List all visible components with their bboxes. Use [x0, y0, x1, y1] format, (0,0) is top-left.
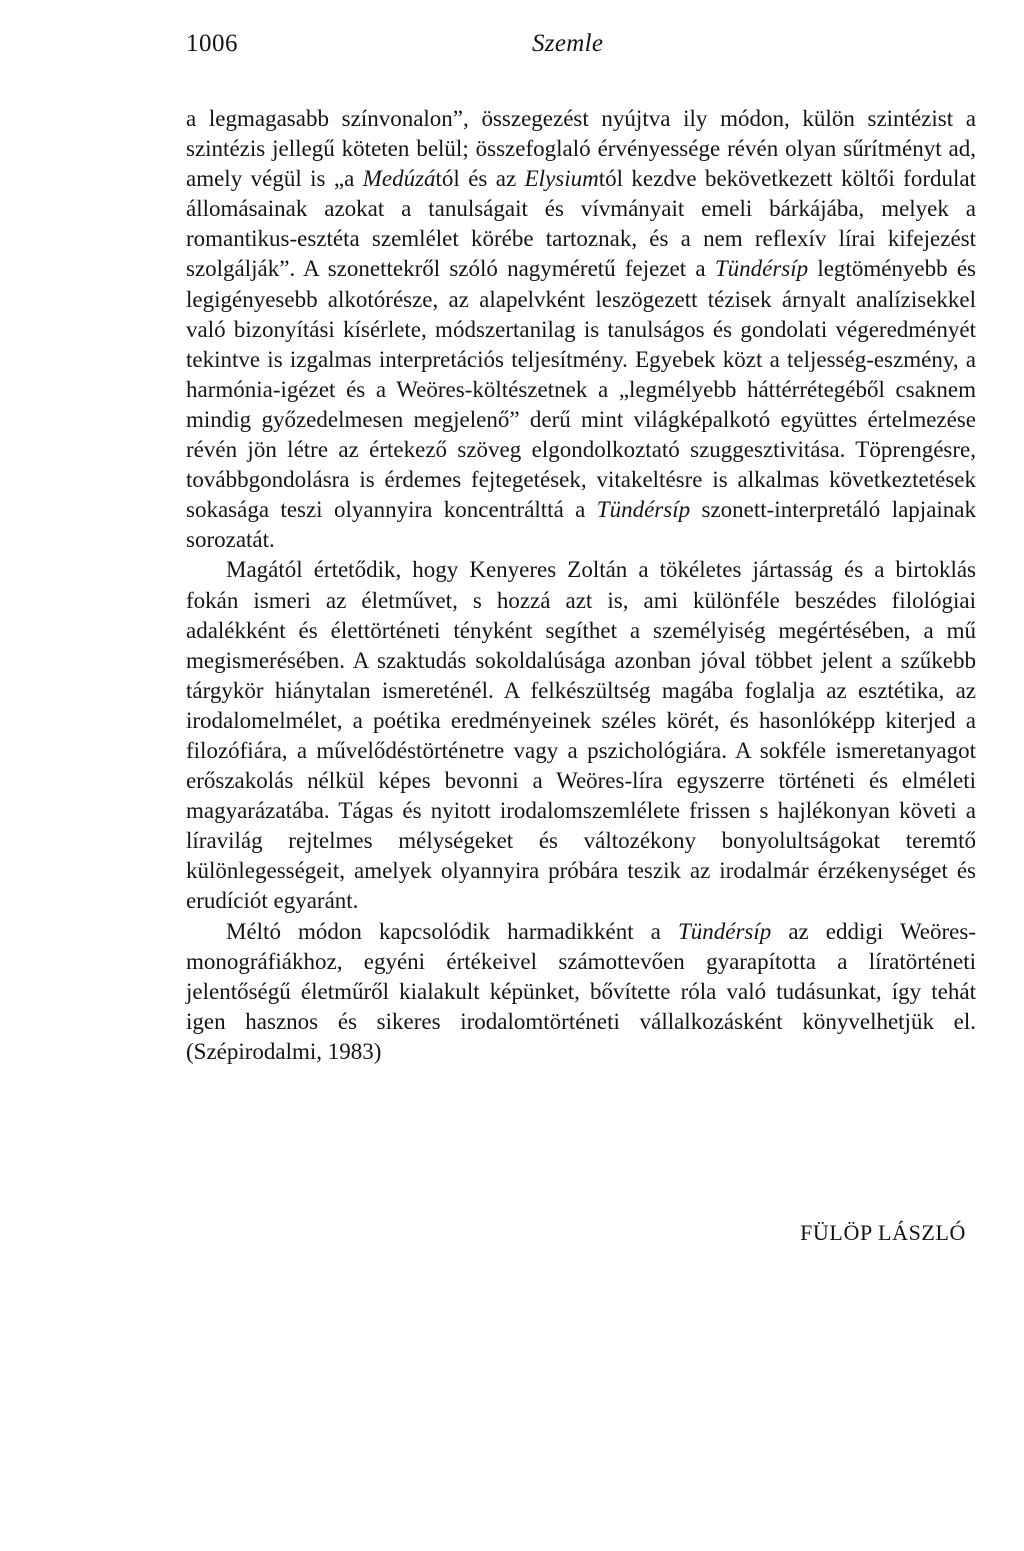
- italic-title-tundersip: Tündérsíp: [677, 918, 772, 944]
- review-body: [186, 104, 976, 1067]
- paragraph-2: [186, 555, 976, 916]
- running-head: Szemle: [532, 30, 604, 57]
- text-run: szonett-interpretáló lapjainak sorozatát.: [186, 497, 977, 553]
- text-run: a legmagasabb színvonalon”, összegezést nyújtva ily módon, külön szintézist a szintézis jellegű köteten belül; összefoglaló érvényessége révén olyan sűrítményt ad, amely végül is „a: [186, 106, 976, 192]
- text-run: Magától értetődik, hogy Kenyeres Zoltán a tökéletes jártasság és a birtoklás fokán ismeri az életművet, s hozzá azt is, ami különféle beszédes filológiai adalékként és élettörténeti tényként segíthet a személyiség megértésében, a mű megismerésében. A szaktudás sokoldalúsága azonban jóval többet jelent a szűkebb tárgykör hiánytalan ismereténél. A felkészültség magába foglalja az esztétika, az irodalomelmélet, a poétika eredményeinek széles körét, és hasonlóképp kiterjed a filozófiára, a művelődéstörténetre vagy a pszichológiára. A sokféle ismeretanyagot erőszakolás nélkül képes bevonni a Weöres-líra egyszerre történeti és elméleti magyarázatába. Tágas és nyitott irodalomszemlélete frissen s hajlékonyan követi a líravilág rejtelmes mélységeket és változékony bonyolultságokat teremtő különlegességeit, amelyek olyannyira próbára teszik az irodalmár érzékenységet és erudíciót egyaránt.: [186, 557, 976, 914]
- text-run: az eddigi Weöres-monográfiákhoz, egyéni értékeivel számottevően gyarapította a líratörténeti jelentőségű életműről kialakult képünket, bővítette róla való tudásunkat, így tehát igen hasznos és sikeres irodalomtörténeti vállalkozásként könyvelhetjük el. (Szépirodalmi, 1983): [186, 918, 976, 1064]
- italic-title-tundersip: Tündérsíp: [596, 497, 691, 523]
- page-header: [186, 30, 976, 70]
- text-run: tól és az: [435, 166, 525, 192]
- author-signature: FÜLÖP LÁSZLÓ: [800, 1220, 966, 1245]
- text-run: legtöményebb és legigényesebb alkotórésze, az alapelvként leszögezett tézisek árnyalt analízisekkel való bizonyítási kísérlete, módszertanilag is tanulságos és gondolati végeredményét tekintve is izgalmas interpretációs teljesítmény. Egyebek közt a teljesség-eszmény, a harmónia-igézet és a Weöres-költészetnek a „legmélyebb háttérrétegéből csaknem mindig győzedelmesen megjelenő” derű mint világképalkotó együttes értelmezése révén jön létre az értekező szöveg elgondolkoztató szuggesztivitása. Töprengésre, továbbgondolásra is érdemes fejtegetések, vitakeltésre is alkalmas következtetések sokasága teszi olyannyira koncentrálttá a: [186, 256, 976, 523]
- italic-title-tundersip: Tündérsíp: [714, 256, 809, 282]
- page-number: 1006: [186, 30, 238, 57]
- paragraph-3: [186, 917, 976, 1067]
- text-run: tól kezdve bekövetkezett költői fordulat állomásainak azokat a tanulságait és vívmányait emeli bárkájába, melyek a romantikus-esztéta szemlélet körébe tartoznak, és a nem reflexív lírai kifejezést szolgálják”. A szonettekről szóló nagyméretű fejezet a: [186, 166, 976, 282]
- paragraph-1: [186, 104, 976, 555]
- italic-title-elysium: Elysium: [524, 166, 599, 192]
- text-run: Méltó módon kapcsolódik harmadikként a: [226, 918, 678, 944]
- italic-title-meduza: Medúzá: [362, 166, 436, 192]
